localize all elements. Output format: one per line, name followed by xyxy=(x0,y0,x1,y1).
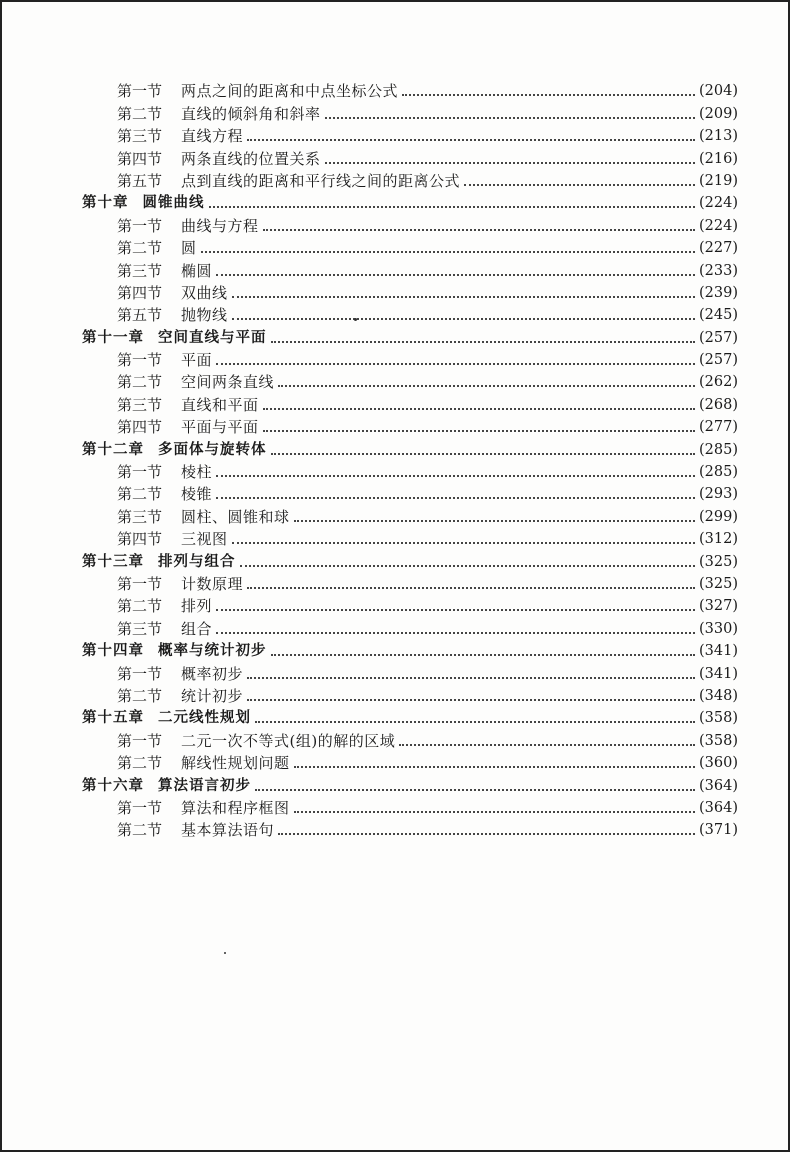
chapter-number: 第十四章 xyxy=(82,643,144,660)
dot-leader xyxy=(271,654,696,656)
toc-section-row xyxy=(82,125,738,147)
toc-section-row xyxy=(82,528,738,550)
chapter-number: 第十六章 xyxy=(82,777,144,794)
page-number: (227) xyxy=(699,240,738,257)
section-title: 计数原理 xyxy=(181,574,244,593)
page-number: (358) xyxy=(699,710,738,727)
section-number: 第三节 xyxy=(117,127,163,146)
dot-leader xyxy=(232,296,695,298)
dot-leader xyxy=(294,520,695,522)
toc-section-row xyxy=(82,304,738,326)
dot-leader xyxy=(325,117,695,119)
toc-section-row xyxy=(82,595,738,617)
page-number: (245) xyxy=(699,307,738,324)
section-title: 平面 xyxy=(181,351,213,370)
dot-leader xyxy=(271,453,696,455)
section-title: 棱柱 xyxy=(181,463,213,482)
dot-leader xyxy=(209,206,696,208)
dot-leader xyxy=(399,744,695,746)
section-number: 第一节 xyxy=(117,82,163,101)
page-number: (371) xyxy=(699,822,738,839)
section-title: 统计初步 xyxy=(181,686,244,705)
section-title: 概率初步 xyxy=(181,664,244,683)
table-of-contents xyxy=(82,80,738,841)
section-title: 曲线与方程 xyxy=(181,216,259,235)
chapter-title: 排列与组合 xyxy=(158,553,236,570)
page-number: (224) xyxy=(699,195,738,212)
page-number: (293) xyxy=(699,486,738,503)
page-number: (239) xyxy=(699,284,738,301)
chapter-title: 圆锥曲线 xyxy=(142,195,205,212)
page-number: (364) xyxy=(699,799,738,816)
page-number: (348) xyxy=(699,687,738,704)
page-number: (341) xyxy=(699,643,738,660)
section-title: 抛物线 xyxy=(181,306,228,325)
page-number: (360) xyxy=(699,755,738,772)
dot-leader xyxy=(240,565,696,567)
toc-section-row xyxy=(82,147,738,169)
section-title: 直线的倾斜角和斜率 xyxy=(181,104,321,123)
page-number: (277) xyxy=(699,419,738,436)
chapter-number: 第十二章 xyxy=(82,441,144,458)
section-title: 算法和程序框图 xyxy=(181,798,290,817)
toc-section-row xyxy=(82,662,738,684)
dot-leader xyxy=(255,789,695,791)
section-number: 第一节 xyxy=(117,463,163,482)
section-number: 第四节 xyxy=(117,418,163,437)
section-title: 平面与平面 xyxy=(181,418,259,437)
section-number: 第四节 xyxy=(117,283,163,302)
section-number: 第四节 xyxy=(117,149,163,168)
toc-chapter-row xyxy=(82,774,738,796)
section-number: 第三节 xyxy=(117,507,163,526)
toc-section-row xyxy=(82,214,738,236)
dot-leader xyxy=(216,475,695,477)
section-number: 第一节 xyxy=(117,574,163,593)
toc-section-row xyxy=(82,685,738,707)
section-title: 直线方程 xyxy=(181,127,244,146)
dot-leader xyxy=(278,385,695,387)
toc-section-row xyxy=(82,617,738,639)
section-number: 第二节 xyxy=(117,373,163,392)
toc-chapter-row xyxy=(82,326,738,348)
page-number: (219) xyxy=(699,172,738,189)
chapter-number: 第十一章 xyxy=(82,329,144,346)
dot-leader xyxy=(216,363,695,365)
section-title: 组合 xyxy=(181,619,213,638)
toc-section-row xyxy=(82,797,738,819)
section-number: 第一节 xyxy=(117,216,163,235)
section-number: 第二节 xyxy=(117,239,163,258)
chapter-title: 算法语言初步 xyxy=(158,777,251,794)
section-number: 第五节 xyxy=(117,306,163,325)
dot-leader xyxy=(263,430,695,432)
chapter-title: 空间直线与平面 xyxy=(158,329,267,346)
page-number: (325) xyxy=(699,575,738,592)
page-number: (327) xyxy=(699,598,738,615)
page-number: (330) xyxy=(699,620,738,637)
toc-section-row xyxy=(82,371,738,393)
page-number: (358) xyxy=(699,732,738,749)
toc-chapter-row xyxy=(82,550,738,572)
section-number: 第二节 xyxy=(117,485,163,504)
section-title: 点到直线的距离和平行线之间的距离公式 xyxy=(181,171,461,190)
toc-section-row xyxy=(82,483,738,505)
section-title: 空间两条直线 xyxy=(181,373,275,392)
section-title: 解线性规划问题 xyxy=(181,754,290,773)
section-title: 直线和平面 xyxy=(181,395,259,414)
page-number: (209) xyxy=(699,105,738,122)
toc-section-row xyxy=(82,461,738,483)
page-number: (233) xyxy=(699,262,738,279)
page-number: (325) xyxy=(699,553,738,570)
page-number: (213) xyxy=(699,128,738,145)
section-title: 圆柱、圆锥和球 xyxy=(181,507,290,526)
section-number: 第二节 xyxy=(117,821,163,840)
dot-leader xyxy=(216,609,695,611)
section-number: 第三节 xyxy=(117,619,163,638)
section-title: 三视图 xyxy=(181,530,228,549)
chapter-number: 第十章 xyxy=(82,195,129,212)
dot-leader xyxy=(247,677,695,679)
toc-section-row xyxy=(82,416,738,438)
dot-leader xyxy=(263,229,695,231)
section-title: 排列 xyxy=(181,597,213,616)
dot-leader xyxy=(201,251,695,253)
dot-leader xyxy=(216,497,695,499)
page-number: (312) xyxy=(699,531,738,548)
dot-leader xyxy=(294,811,695,813)
toc-section-row xyxy=(82,505,738,527)
toc-chapter-row xyxy=(82,640,738,662)
dot-leader xyxy=(255,721,695,723)
page-number: (364) xyxy=(699,777,738,794)
page-number: (262) xyxy=(699,374,738,391)
toc-chapter-row xyxy=(82,707,738,729)
page-number: (216) xyxy=(699,150,738,167)
toc-section-row xyxy=(82,282,738,304)
toc-section-row xyxy=(82,752,738,774)
dot-leader xyxy=(247,587,695,589)
dot-leader xyxy=(271,341,696,343)
section-number: 第一节 xyxy=(117,351,163,370)
chapter-number: 第十三章 xyxy=(82,553,144,570)
toc-section-row xyxy=(82,237,738,259)
toc-section-row xyxy=(82,729,738,751)
chapter-number: 第十五章 xyxy=(82,710,144,727)
dot-leader xyxy=(263,408,695,410)
page-number: (285) xyxy=(699,464,738,481)
page-number: (299) xyxy=(699,508,738,525)
page-number: (285) xyxy=(699,441,738,458)
page-number: (341) xyxy=(699,665,738,682)
dot-leader xyxy=(247,699,695,701)
dot-leader xyxy=(247,139,695,141)
page-number: (224) xyxy=(699,217,738,234)
section-number: 第一节 xyxy=(117,731,163,750)
toc-section-row xyxy=(82,573,738,595)
print-speck xyxy=(224,952,226,954)
section-title: 两条直线的位置关系 xyxy=(181,149,321,168)
section-title: 圆 xyxy=(181,239,197,258)
print-speck xyxy=(354,318,357,321)
dot-leader xyxy=(232,318,695,320)
section-number: 第二节 xyxy=(117,104,163,123)
dot-leader xyxy=(294,766,695,768)
page-number: (268) xyxy=(699,396,738,413)
toc-section-row xyxy=(82,80,738,102)
page-number: (204) xyxy=(699,83,738,100)
toc-chapter-row xyxy=(82,192,738,214)
dot-leader xyxy=(464,184,695,186)
chapter-title: 二元线性规划 xyxy=(158,710,251,727)
page-number: (257) xyxy=(699,329,738,346)
chapter-title: 概率与统计初步 xyxy=(158,643,267,660)
section-number: 第一节 xyxy=(117,798,163,817)
toc-section-row xyxy=(82,102,738,124)
toc-section-row xyxy=(82,259,738,281)
toc-section-row xyxy=(82,819,738,841)
section-number: 第一节 xyxy=(117,664,163,683)
section-number: 第三节 xyxy=(117,395,163,414)
section-number: 第二节 xyxy=(117,754,163,773)
dot-leader xyxy=(278,833,695,835)
page-number: (257) xyxy=(699,352,738,369)
section-number: 第二节 xyxy=(117,686,163,705)
section-title: 棱锥 xyxy=(181,485,213,504)
dot-leader xyxy=(325,162,695,164)
section-number: 第三节 xyxy=(117,261,163,280)
section-title: 基本算法语句 xyxy=(181,821,275,840)
section-number: 第二节 xyxy=(117,597,163,616)
section-number: 第四节 xyxy=(117,530,163,549)
toc-section-row xyxy=(82,170,738,192)
dot-leader xyxy=(232,542,695,544)
section-title: 椭圆 xyxy=(181,261,213,280)
section-title: 双曲线 xyxy=(181,283,228,302)
toc-section-row xyxy=(82,393,738,415)
chapter-title: 多面体与旋转体 xyxy=(158,441,267,458)
dot-leader xyxy=(216,274,695,276)
section-title: 二元一次不等式(组)的解的区域 xyxy=(181,731,396,750)
dot-leader xyxy=(216,632,695,634)
section-number: 第五节 xyxy=(117,171,163,190)
section-title: 两点之间的距离和中点坐标公式 xyxy=(181,82,399,101)
toc-chapter-row xyxy=(82,438,738,460)
toc-section-row xyxy=(82,349,738,371)
dot-leader xyxy=(402,94,695,96)
